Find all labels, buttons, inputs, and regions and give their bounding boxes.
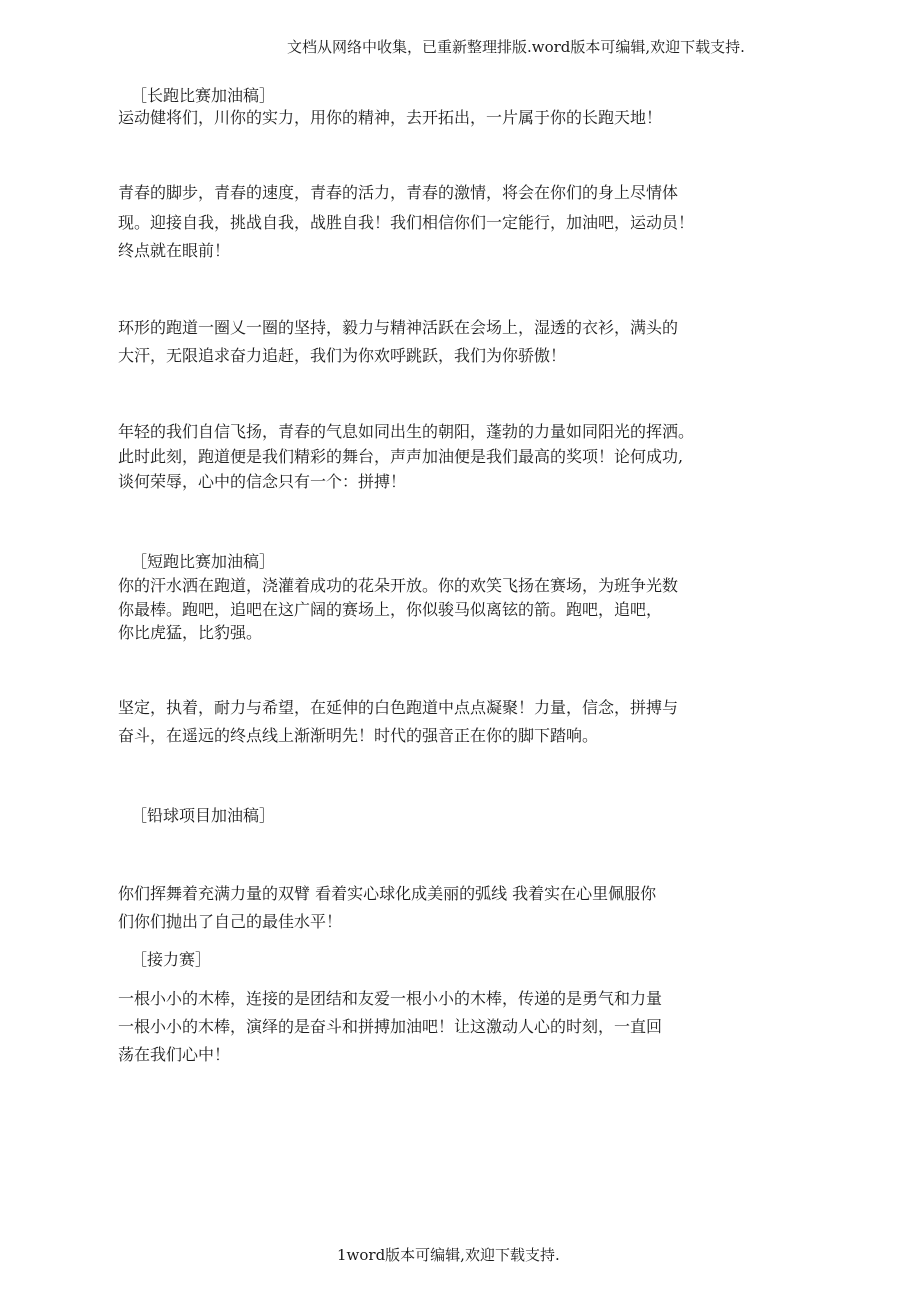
text-line: 大汗，无限追求奋力追赶，我们为你欢呼跳跃，我们为你骄傲！ [118,346,567,365]
text-line: 环形的跑道一圈乂一圈的坚持，毅力与精神活跃在会场上，湿透的衣衫，满头的 [118,318,679,337]
text-line: 你最棒。跑吧，追吧在这广阔的赛场上，你似骏马似离铉的箭。跑吧，追吧， [118,600,663,619]
text-line: 你比虎猛，比豹强。 [118,623,263,642]
text-line: 一根小小的木棒，演绎的是奋斗和拼搏加油吧！让这激动人心的时刻，一直回 [118,1017,663,1036]
text-line: 此时此刻，跑道便是我们精彩的舞台，声声加油便是我们最高的奖项！论何成功, [118,447,684,466]
text-line: 奋斗，在遥远的终点线上渐渐明先！时代的强音正在你的脚下踏响。 [118,726,599,745]
section-heading-relay: ［接力赛］ [131,950,212,969]
text-line: 一根小小的木棒，连接的是团结和友爱一根小小的木棒，传递的是勇气和力量 [118,989,663,1008]
text-line: 谈何荣辱，心中的信念只有一个：拼搏！ [118,472,407,491]
section-heading-long-run: ［长跑比赛加油稿］ [131,86,276,105]
text-line: 青春的脚步，青春的速度，青春的活力，青春的激情，将会在你们的身上尽情体 [118,183,679,202]
text-line: 你们挥舞着充满力量的双臂 看着实心球化成美丽的弧线 我着实在心里佩服你 [118,884,657,903]
text-line: 荡在我们心中！ [118,1045,231,1064]
text-line: 现。迎接自我，挑战自我，战胜自我！我们相信你们一定能行，加油吧，运动员！ [118,213,695,232]
section-heading-sprint: ［短跑比赛加油稿］ [131,552,276,571]
text-line: 终点就在眼前！ [118,241,231,260]
text-line: 们你们抛出了自己的最佳水平！ [118,912,343,931]
page-footer: 1word版本可编辑,欢迎下载支持. [337,1246,560,1264]
text-line: 你的汗水洒在跑道，浇灌着成功的花朵开放。你的欢笑飞扬在赛场，为班争光数 [118,576,679,595]
text-line: 坚定，执着，耐力与希望，在延伸的白色跑道中点点凝聚！力量，信念，拼搏与 [118,698,679,717]
section-heading-shot-put: ［铅球项目加油稿］ [131,806,276,825]
text-line: 运动健将们，川你的实力，用你的精神，去开拓出，一片属于你的长跑天地！ [118,108,663,127]
text-line: 年轻的我们自信飞扬，青春的气息如同出生的朝阳，蓬勃的力量如同阳光的挥洒。 [118,422,695,441]
page-header: 文档从网络中收集，已重新整理排版.word版本可编辑,欢迎下载支持. [287,38,745,56]
